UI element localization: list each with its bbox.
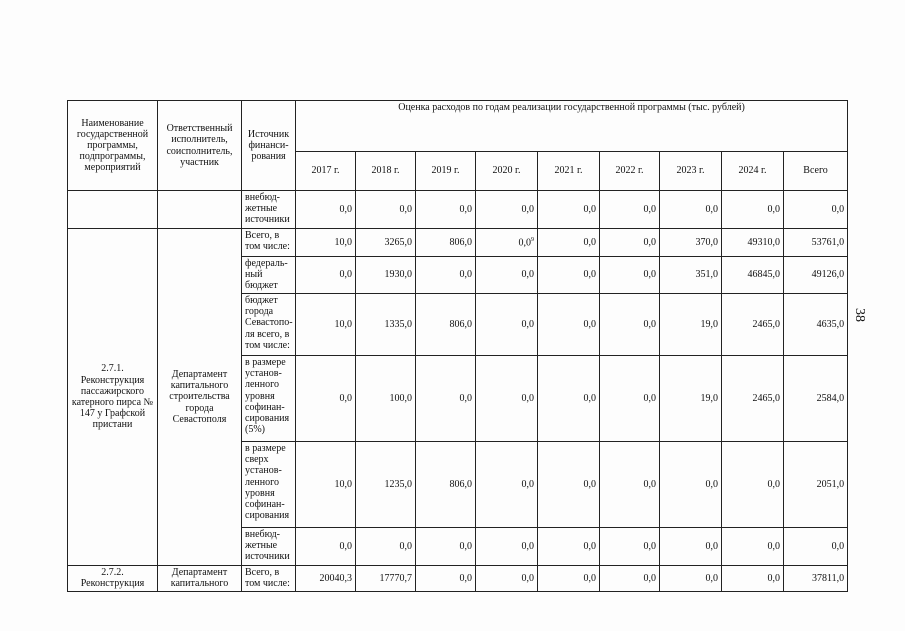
source-cell: бюджет города Севастопо-ля всего, в том числе: — [242, 294, 296, 356]
value-cell: 49126,0 — [784, 257, 848, 294]
value-cell: 0,0 — [538, 356, 600, 442]
item-responsible: Департамент капитального строительства города Севастополя — [158, 229, 242, 566]
value-cell: 0,0 — [538, 294, 600, 356]
value-cell: 0,0 — [476, 528, 538, 566]
value-cell: 0,0 — [296, 356, 356, 442]
value-cell: 46845,0 — [722, 257, 784, 294]
value-cell: 0,0 — [416, 356, 476, 442]
empty-cell — [158, 191, 242, 229]
value-cell: 0,0 — [660, 191, 722, 229]
value-cell: 17770,7 — [356, 566, 416, 592]
value-cell: 806,0 — [416, 294, 476, 356]
value-cell: 0,0 — [784, 528, 848, 566]
year-2024: 2024 г. — [722, 152, 784, 191]
year-2022: 2022 г. — [600, 152, 660, 191]
value-cell: 0,0 — [722, 566, 784, 592]
value-cell: 0,0 — [600, 442, 660, 528]
value-cell: 0,0 — [660, 442, 722, 528]
table-row — [68, 566, 848, 592]
value-cell: 0,0 — [296, 191, 356, 229]
value-cell: 0,0 — [600, 566, 660, 592]
value-cell: 10,0 — [296, 442, 356, 528]
value-cell: 2584,0 — [784, 356, 848, 442]
value-cell: 0,0 — [600, 528, 660, 566]
year-total: Всего — [784, 152, 848, 191]
value-cell: 0,0 — [538, 257, 600, 294]
header-estimate: Оценка расходов по годам реализации государственной программы (тыс. рублей) — [296, 101, 848, 152]
value-cell: 0,0 — [538, 442, 600, 528]
source-cell: федераль-ный бюджет — [242, 257, 296, 294]
value-cell: 0,0 — [600, 191, 660, 229]
value-cell: 0,0 — [600, 257, 660, 294]
value-cell: 0,0 — [416, 566, 476, 592]
header-name: Наименование государственной программы, подпрограммы, мероприятий — [68, 101, 158, 191]
value-cell: 0,0 — [476, 294, 538, 356]
value-cell: 3265,0 — [356, 229, 416, 257]
value-cell: 0,0 — [416, 191, 476, 229]
header-source: Источник финанси-рования — [242, 101, 296, 191]
header-row-1 — [68, 101, 848, 152]
value-cell: 370,0 — [660, 229, 722, 257]
value-cell: 0,0 — [296, 528, 356, 566]
value-cell: 2465,0 — [722, 356, 784, 442]
value-cell: 0,0 — [722, 442, 784, 528]
item-name: 2.7.1. Реконструкция пассажирского катерного пирса № 147 у Графской пристани — [68, 229, 158, 566]
value-cell: 37811,0 — [784, 566, 848, 592]
value-cell: 19,0 — [660, 356, 722, 442]
table-row — [68, 229, 848, 257]
value-cell: 0,0 — [660, 528, 722, 566]
value-cell: 10,0 — [296, 229, 356, 257]
source-cell: Всего, в том числе: — [242, 566, 296, 592]
value-cell: 0,0 — [476, 356, 538, 442]
value-cell: 4635,0 — [784, 294, 848, 356]
value-cell: 0,0 — [538, 566, 600, 592]
value-cell: 806,0 — [416, 442, 476, 528]
year-2018: 2018 г. — [356, 152, 416, 191]
value-cell: 806,0 — [416, 229, 476, 257]
value-cell: 0,0 — [476, 257, 538, 294]
source-cell: внебюд-жетные источники — [242, 191, 296, 229]
value-cell: 0,0 — [296, 257, 356, 294]
value-cell: 49310,0 — [722, 229, 784, 257]
value-cell: 10,0 — [296, 294, 356, 356]
empty-cell — [68, 191, 158, 229]
value-cell: 351,0 — [660, 257, 722, 294]
value-cell: 0,0 — [538, 229, 600, 257]
source-cell: Всего, в том числе: — [242, 229, 296, 257]
budget-table — [67, 100, 848, 592]
page-number: 38 — [852, 308, 867, 322]
value-cell: 0,0 — [476, 442, 538, 528]
value-cell: 0,0 — [538, 528, 600, 566]
source-cell: в размере установ-ленного уровня софинан-сирования (5%) — [242, 356, 296, 442]
value-cell: 2051,0 — [784, 442, 848, 528]
year-2019: 2019 г. — [416, 152, 476, 191]
value-cell: 0,0 — [600, 356, 660, 442]
value-cell: 0,0 — [416, 257, 476, 294]
value-cell: 100,0 — [356, 356, 416, 442]
header-responsible: Ответственный исполнитель, соисполнитель, участник — [158, 101, 242, 191]
year-2020: 2020 г. — [476, 152, 538, 191]
year-2021: 2021 г. — [538, 152, 600, 191]
year-2017: 2017 г. — [296, 152, 356, 191]
value-cell: 0,0 — [600, 229, 660, 257]
value-cell: 0,0 — [784, 191, 848, 229]
value-cell: 0,0 — [356, 191, 416, 229]
value-cell: 0,0 — [600, 294, 660, 356]
footnote-mark: 9 — [531, 236, 534, 243]
value-cell: 0,0 — [722, 191, 784, 229]
value-cell: 0,0 — [722, 528, 784, 566]
value-cell: 0,0 — [356, 528, 416, 566]
value-cell: 53761,0 — [784, 229, 848, 257]
value-cell: 0,0 — [538, 191, 600, 229]
value-cell: 0,0 — [476, 191, 538, 229]
value-cell: 19,0 — [660, 294, 722, 356]
item-responsible: Департамент капитального — [158, 566, 242, 592]
value-cell: 20040,3 — [296, 566, 356, 592]
value-cell: 0,0 — [416, 528, 476, 566]
value-cell: 0,0 — [476, 566, 538, 592]
value-text: 0,0 — [518, 237, 531, 249]
table-row — [68, 191, 848, 229]
value-cell — [476, 229, 538, 257]
value-cell: 1930,0 — [356, 257, 416, 294]
value-cell: 1235,0 — [356, 442, 416, 528]
source-cell: в размере сверх установ-ленного уровня софинан-сирования — [242, 442, 296, 528]
value-cell: 1335,0 — [356, 294, 416, 356]
source-cell: внебюд-жетные источники — [242, 528, 296, 566]
value-cell: 2465,0 — [722, 294, 784, 356]
value-cell: 0,0 — [660, 566, 722, 592]
year-2023: 2023 г. — [660, 152, 722, 191]
item-name: 2.7.2. Реконструкция — [68, 566, 158, 592]
